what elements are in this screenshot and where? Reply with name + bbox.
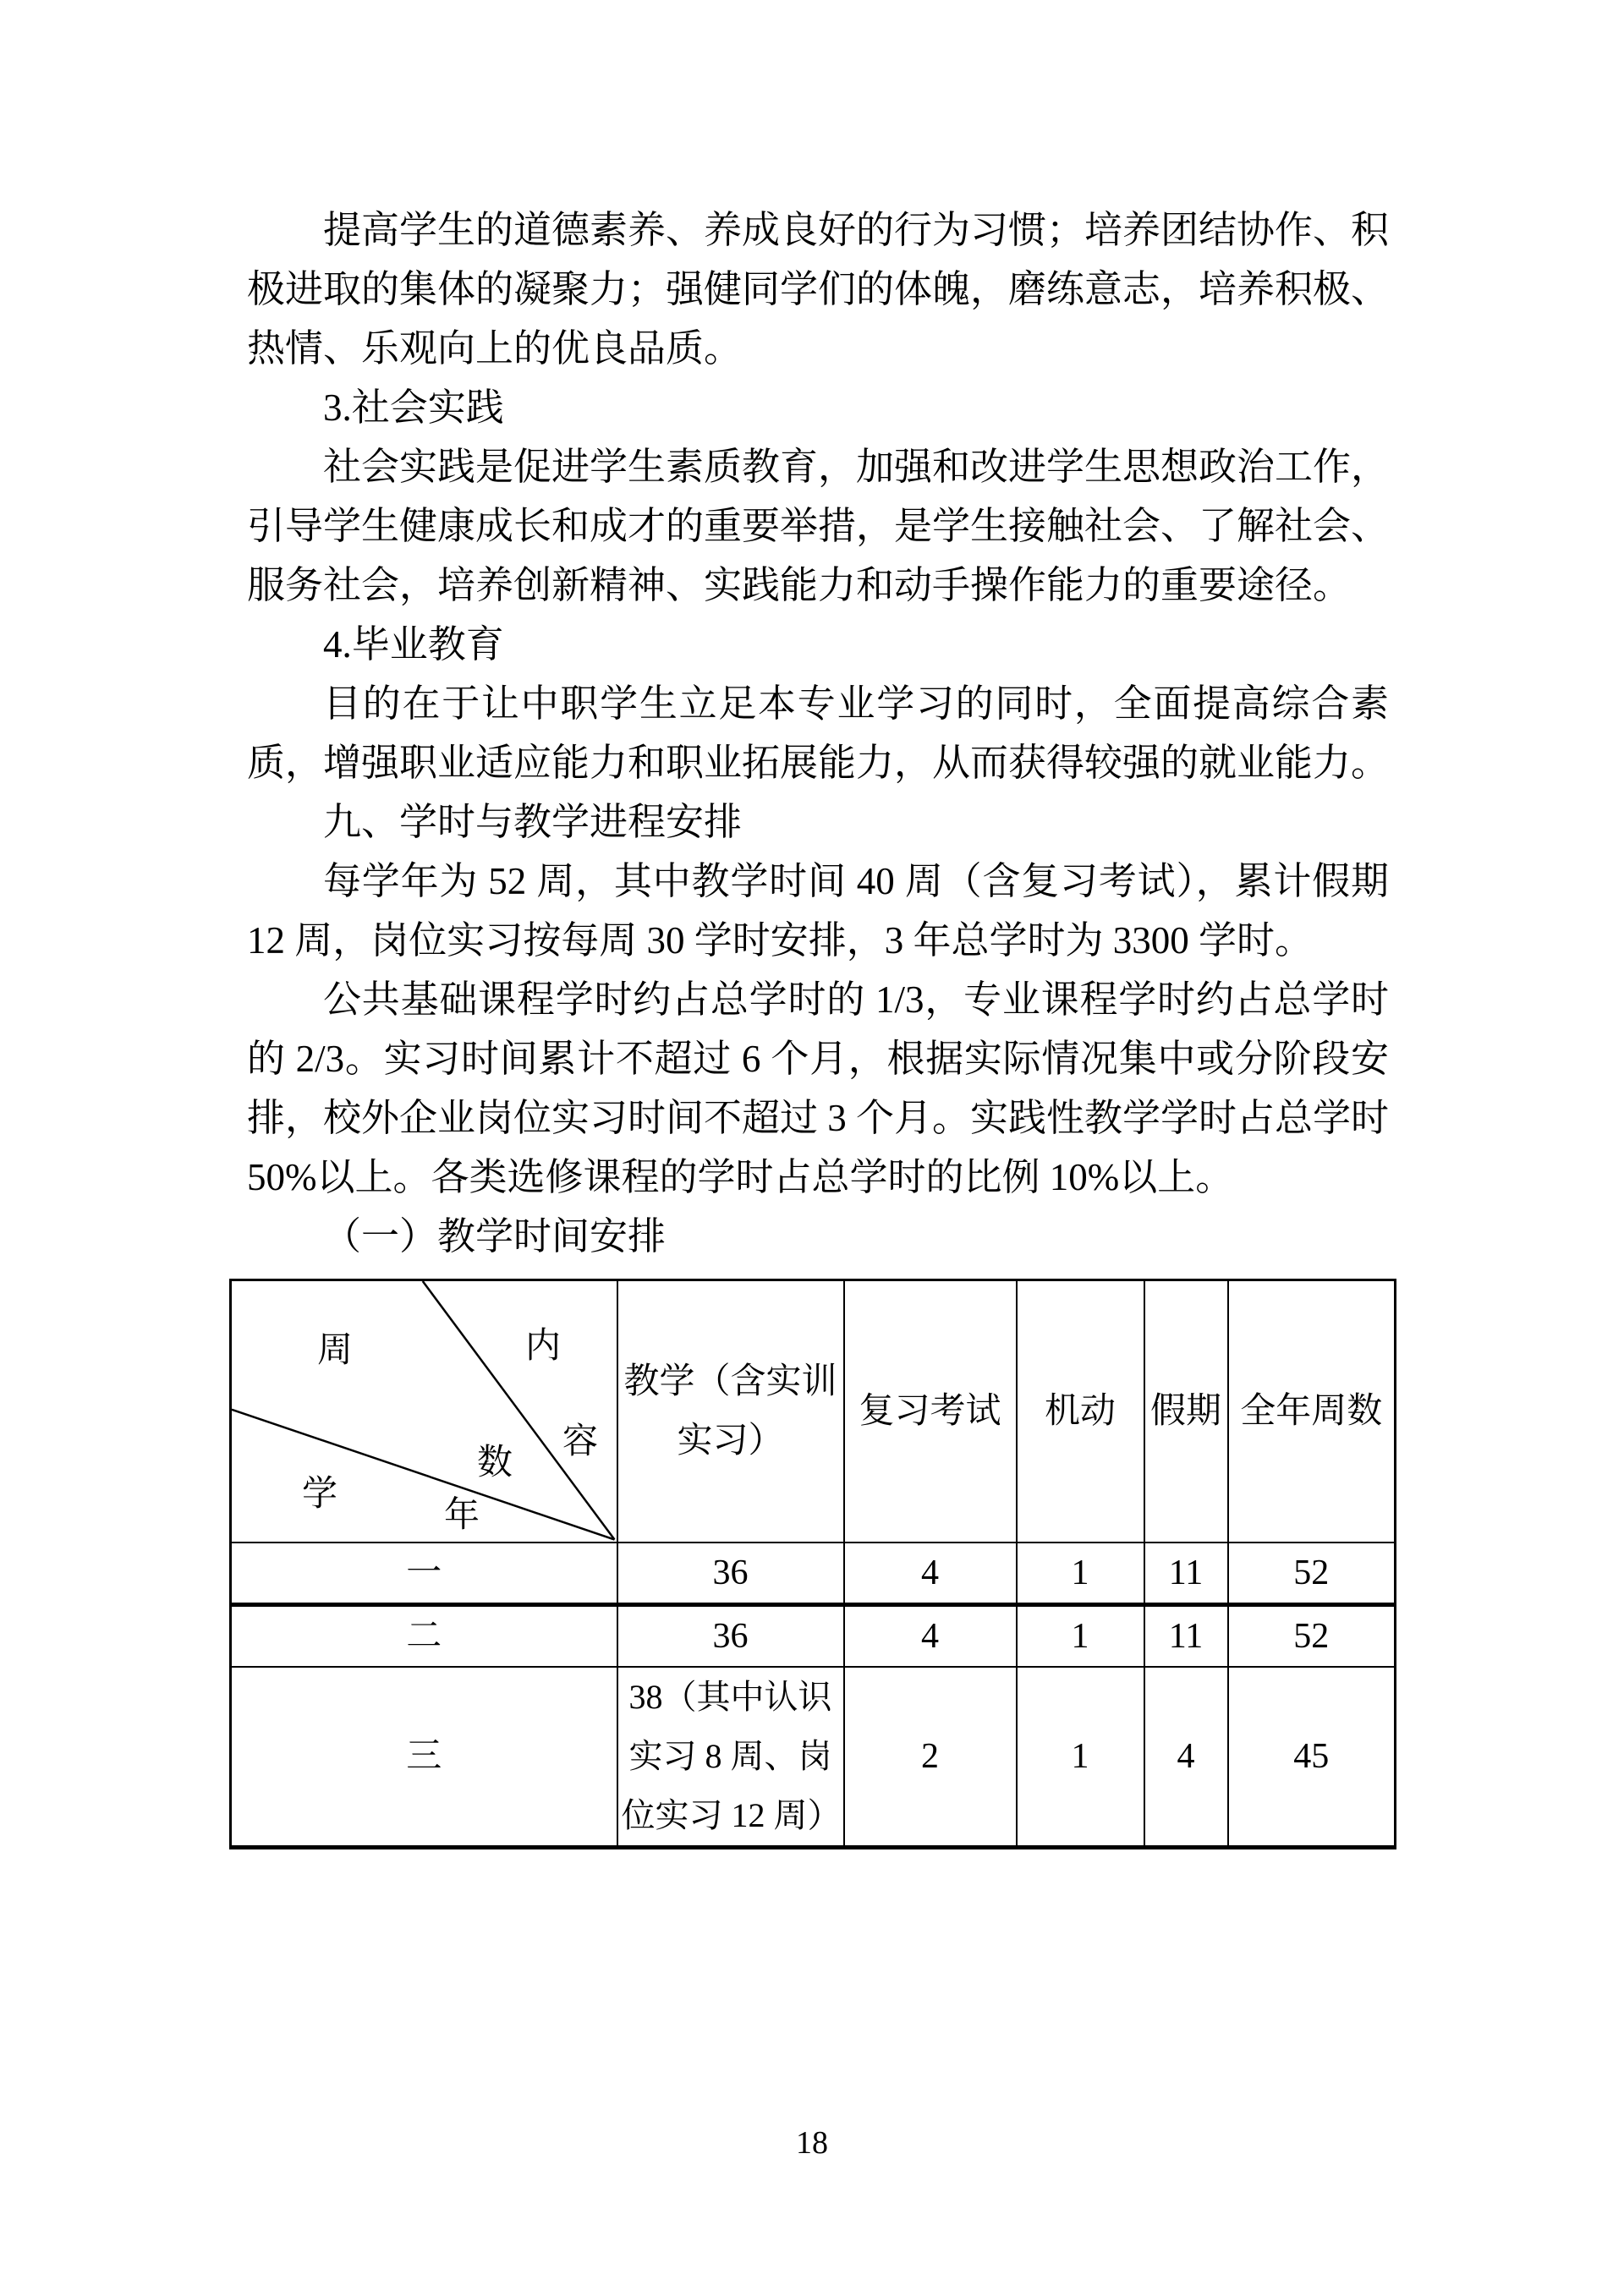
cell-teaching-weeks: 36 — [617, 1543, 844, 1605]
cell-flexible-weeks: 1 — [1017, 1605, 1144, 1668]
diagonal-lines — [232, 1281, 617, 1542]
cell-holiday-weeks: 11 — [1144, 1543, 1228, 1605]
diagonal-char-zhou: 周 — [316, 1331, 354, 1370]
diagonal-char-rong: 容 — [562, 1422, 599, 1461]
column-header-total-weeks: 全年周数 — [1228, 1280, 1396, 1543]
paragraph-graduation-education: 目的在于让中职学生立足本专业学习的同时，全面提高综合素质，增强职业适应能力和职业拓展能力，从而获得较强的就业能力。 — [247, 682, 1390, 784]
diagonal-char-nei: 内 — [524, 1327, 562, 1366]
cell-year: 二 — [231, 1605, 617, 1668]
cell-teaching-weeks: 36 — [617, 1605, 844, 1668]
cell-flexible-weeks: 1 — [1017, 1543, 1144, 1605]
table-row-year-1 — [231, 1543, 1396, 1605]
column-header-flexible: 机动 — [1017, 1280, 1144, 1543]
cell-total-weeks: 45 — [1228, 1667, 1396, 1848]
cell-teaching-weeks: 38（其中认识实习 8 周、岗位实习 12 周） — [617, 1667, 844, 1848]
section-heading-nine: 九、学时与教学进程安排 — [323, 800, 743, 843]
column-header-review-exam: 复习考试 — [844, 1280, 1017, 1543]
cell-total-weeks: 52 — [1228, 1543, 1396, 1605]
cell-review-weeks: 2 — [844, 1667, 1017, 1848]
teaching-time-table — [229, 1279, 1396, 1849]
table-row-year-2 — [231, 1605, 1396, 1668]
cell-flexible-weeks: 1 — [1017, 1667, 1144, 1848]
cell-holiday-weeks: 4 — [1144, 1667, 1228, 1848]
list-item-graduation-education: 4.毕业教育 — [323, 623, 504, 666]
column-header-holiday: 假期 — [1144, 1280, 1228, 1543]
diagonal-char-nian: 年 — [443, 1496, 480, 1535]
paragraph-moral-quality: 提高学生的道德素养、养成良好的行为习惯；培养团结协作、积极进取的集体的凝聚力；强健同学们的体魄，磨练意志，培养积极、热情、乐观向上的优良品质。 — [247, 209, 1390, 370]
cell-review-weeks: 4 — [844, 1543, 1017, 1605]
subheading-teaching-time: （一）教学时间安排 — [323, 1215, 667, 1258]
table-row-year-3 — [231, 1667, 1396, 1848]
cell-year: 一 — [231, 1543, 617, 1605]
cell-holiday-weeks: 11 — [1144, 1605, 1228, 1668]
cell-review-weeks: 4 — [844, 1605, 1017, 1668]
diagonal-char-shu: 数 — [476, 1444, 513, 1482]
cell-year: 三 — [231, 1667, 617, 1848]
paragraph-social-practice: 社会实践是促进学生素质教育，加强和改进学生思想政治工作，引导学生健康成长和成才的重要举措，是学生接触社会、了解社会、服务社会，培养创新精神、实践能力和动手操作能力的重要途径。 — [247, 446, 1390, 606]
column-header-teaching: 教学（含实训实习） — [617, 1280, 844, 1543]
paragraph-school-year-weeks: 每学年为 52 周，其中教学时间 40 周（含复习考试），累计假期 12 周，岗位实习按每周 30 学时安排，3 年总学时为 3300 学时。 — [247, 860, 1389, 962]
diagonal-char-xue: 学 — [301, 1475, 338, 1514]
list-item-social-practice: 3.社会实践 — [323, 386, 504, 429]
page-number: 18 — [796, 2125, 828, 2161]
diagonal-header-cell — [231, 1280, 617, 1543]
table-header-row — [231, 1280, 1396, 1543]
cell-total-weeks: 52 — [1228, 1605, 1396, 1668]
paragraph-course-hours-ratio: 公共基础课程学时约占总学时的 1/3，专业课程学时约占总学时的 2/3。实习时间累计不超过 6 个月，根据实际情况集中或分阶段安排，校外企业岗位实习时间不超过 3 个月。实践性教学学时占总学时 50%以上。各类选修课程的学时占总学时的比例 10%以上。 — [247, 978, 1390, 1198]
text-block — [247, 200, 1389, 1266]
